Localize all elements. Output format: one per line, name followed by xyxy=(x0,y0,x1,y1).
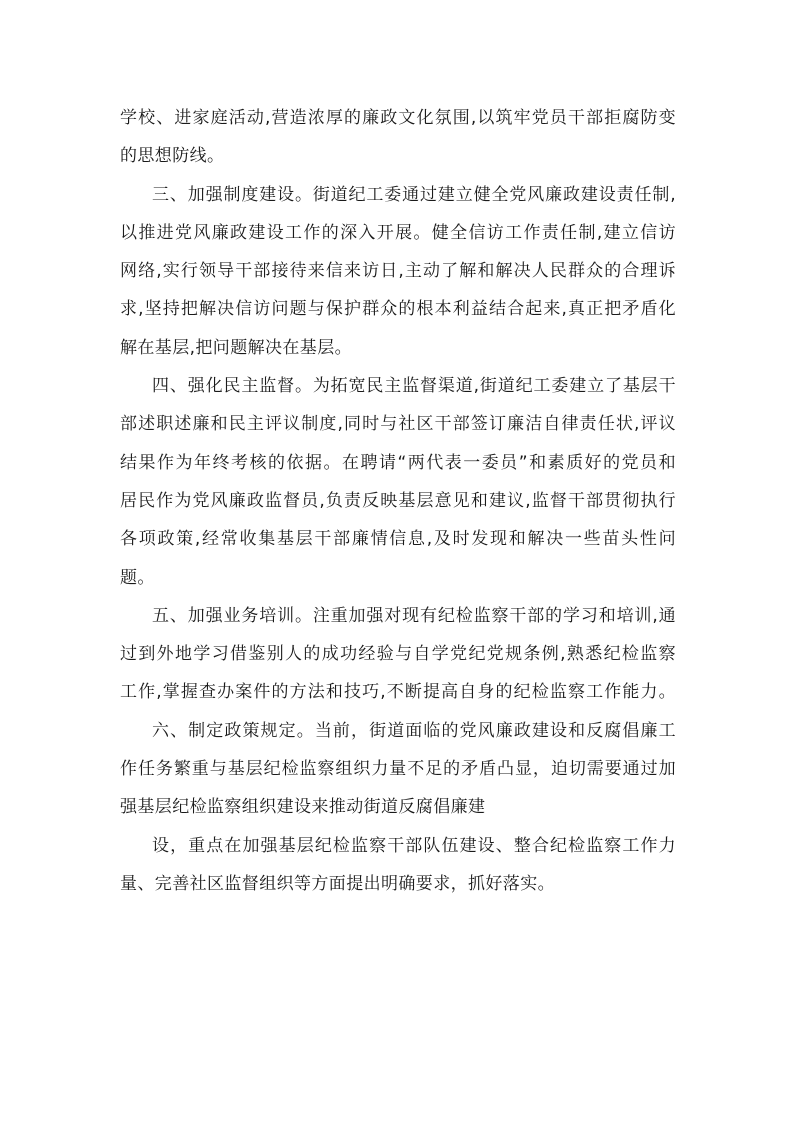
text-line: 居民作为党风廉政监督员,负责反映基层意见和建议,监督干部贯彻执行 xyxy=(120,490,676,511)
document-body xyxy=(120,99,676,903)
paragraph-six-heading-line: 六、制定政策规定。当前，街道面临的党风廉政建设和反腐倡廉工 xyxy=(152,720,676,741)
text-line: 求,坚持把解决信访问题与保护群众的根本利益结合起来,真正把矛盾化 xyxy=(120,299,676,320)
text-line: 部述职述廉和民主评议制度,同时与社区干部签订廉洁自律责任状,评议 xyxy=(120,414,676,435)
text-line: 以推进党风廉政建设工作的深入开展。健全信访工作责任制,建立信访 xyxy=(120,222,676,243)
text-line: 量、完善社区监督组织等方面提出明确要求，抓好落实。 xyxy=(120,873,555,894)
text-line: 各项政策,经常收集基层干部廉情信息,及时发现和解决一些苗头性问 xyxy=(120,529,676,550)
text-line: 过到外地学习借鉴别人的成功经验与自学党纪党规条例,熟悉纪检监察 xyxy=(120,644,676,665)
paragraph-five-heading-line: 五、加强业务培训。注重加强对现有纪检监察干部的学习和培训,通 xyxy=(152,605,676,626)
paragraph-three-heading-line: 三、加强制度建设。街道纪工委通过建立健全党风廉政建设责任制, xyxy=(152,184,676,205)
text-line: 学校、进家庭活动,营造浓厚的廉政文化氛围,以筑牢党员干部拒腐防变 xyxy=(120,108,676,128)
text-line: 的思想防线。 xyxy=(120,146,225,167)
paragraph-four-heading-line: 四、强化民主监督。为拓宽民主监督渠道,街道纪工委建立了基层干 xyxy=(152,376,676,397)
text-line: 工作,掌握查办案件的方法和技巧,不断提高自身的纪检监察工作能力。 xyxy=(120,682,676,703)
text-line: 网络,实行领导干部接待来信来访日,主动了解和解决人民群众的合理诉 xyxy=(120,261,676,282)
text-line: 强基层纪检监察组织建设来推动街道反腐倡廉建 xyxy=(120,797,486,818)
text-line: 解在基层,把问题解决在基层。 xyxy=(120,337,353,358)
text-line: 结果作为年终考核的依据。在聘请“两代表一委员”和素质好的党员和 xyxy=(120,452,676,473)
text-line: 设，重点在加强基层纪检监察干部队伍建设、整合纪检监察工作力 xyxy=(152,835,676,856)
text-line: 题。 xyxy=(120,567,155,588)
text-line: 作任务繁重与基层纪检监察组织力量不足的矛盾凸显，迫切需要通过加 xyxy=(120,759,676,780)
